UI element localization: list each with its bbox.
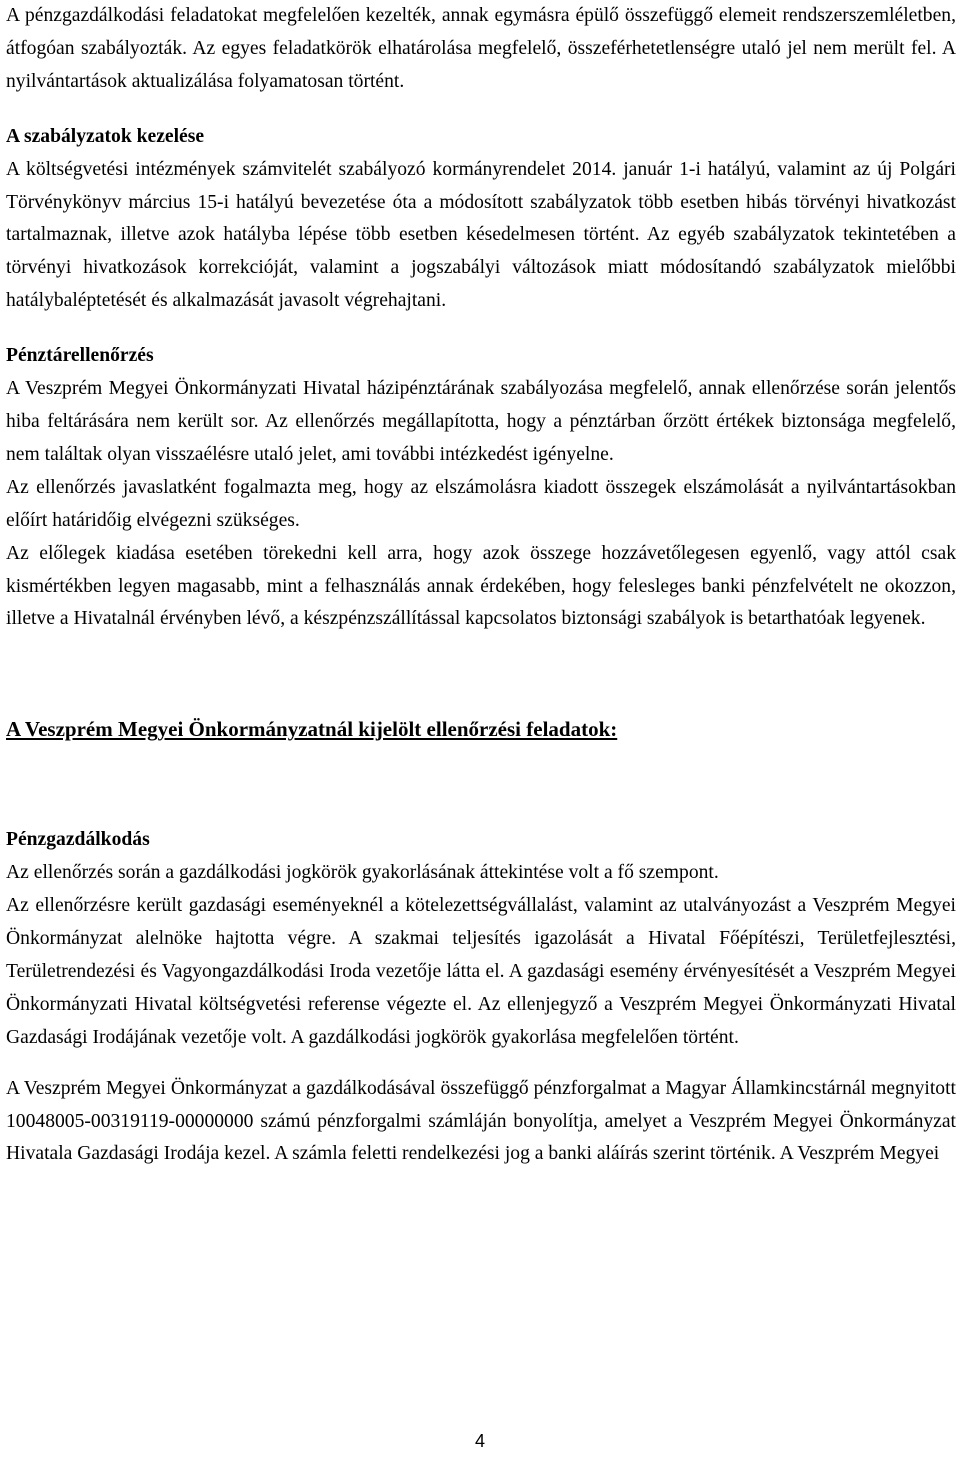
spacer [6,636,956,712]
intro-paragraph: A pénzgazdálkodási feladatokat megfelelően kezelték, annak egymásra épülő összefüggő elemeit rendszerszemléletben, átfogóan szabályozták. Az egyes feladatkörök elhatárolása megfelelő, összeférhetetlenségre utaló jel nem merült fel. A nyilvántartások aktualizálása folyamatosan történt. [6,5,956,92]
finance-paragraph-3: A Veszprém Megyei Önkormányzat a gazdálkodásával összefüggő pénzforgalmat a Magyar Államkincstárnál megnyitott 10048005-00319119-00000000 számú pénzforgalmi számláján bonyolítja, amelyet a Veszprém Megyei Önkormányzat Hivatala Gazdasági Irodája kezel. A számla feletti rendelkezési jog a banki aláírás szerint történik. A Veszprém Megyei [6,1077,956,1165]
tasks-section-title: A Veszprém Megyei Önkormányzatnál kijelölt ellenőrzési feladatok: [6,717,618,742]
cash-paragraph-1: A Veszprém Megyei Önkormányzati Hivatal házipénztárának szabályozása megfelelő, annak ellenőrzése során jelentős hiba feltárására nem került sor. Az ellenőrzés megállapította, hogy a pénztárban őrzött értékek biztonsága megfelelő, nem találtak olyan visszaélésre utaló jelet, ami további intézkedést igényelne. [6,378,956,465]
spacer [6,99,956,121]
cash-heading: Pénztárellenőrzés [6,345,154,367]
rules-heading: A szabályzatok kezelése [6,125,205,147]
cash-paragraph-2: Az ellenőrzés javaslatként fogalmazta meg, hogy az elszámolásra kiadott összegek elszámolását a nyilvántartásokban előírt határidőig elvégezni szükséges. [6,476,956,531]
document-page [6,0,956,1171]
finance-paragraph-2: Az ellenőrzésre került gazdasági eseményeknél a kötelezettségvállalást, valamint az utalványozást a Veszprém Megyei Önkormányzat alelnöke hajtotta végre. A szakmai teljesítés igazolását a Hivatal Főépítészi, Területfejlesztési, Területrendezési és Vagyongazdálkodási Iroda vezetője látta el. A gazdasági esemény érvényesítését a Veszprém Megyei Önkormányzati Hivatal költségvetési referense végezte el. Az ellenjegyző a Veszprém Megyei Önkormányzati Hivatal Gazdasági Irodájának vezetője volt. A gazdálkodási jogkörök gyakorlása megfelelően történt. [6,895,956,1048]
spacer [6,1055,956,1073]
spacer [6,318,956,340]
finance-heading: Pénzgazdálkodás [6,829,150,851]
page-number: 4 [474,1431,485,1451]
rules-paragraph: A költségvetési intézmények számvitelét szabályozó kormányrendelet 2014. január 1-i hatályú, valamint az új Polgári Törvénykönyv március 15-i hatályú bevezetése óta a módosított szabályzatok több esetben hibás törvényi hivatkozást tartalmaznak, illetve azok hatályba lépése több esetben késedelmesen történt. Az egyéb szabályzatok tekintetében a törvényi hivatkozások korrekcióját, valamint a jogszabályi változások miatt módosítandó szabályzatok mielőbbi hatálybaléptetését és alkalmazását javasolt végrehajtani. [6,158,956,312]
finance-paragraph-1: Az ellenőrzés során a gazdálkodási jogkörök gyakorlásának áttekintése volt a fő szempont. [6,862,719,884]
cash-paragraph-3: Az előlegek kiadása esetében törekedni kell arra, hogy azok összege hozzávetőlegesen egyenlő, vagy attól csak kismértékben legyen magasabb, mint a felhasználás annak érdekében, hogy felesleges banki pénzfelvételt ne okozzon, illetve a Hivatalnál érvényben lévő, a készpénzszállítással kapcsolatos biztonsági szabályok is betarthatóak legyenek. [6,542,956,630]
spacer [6,746,956,824]
